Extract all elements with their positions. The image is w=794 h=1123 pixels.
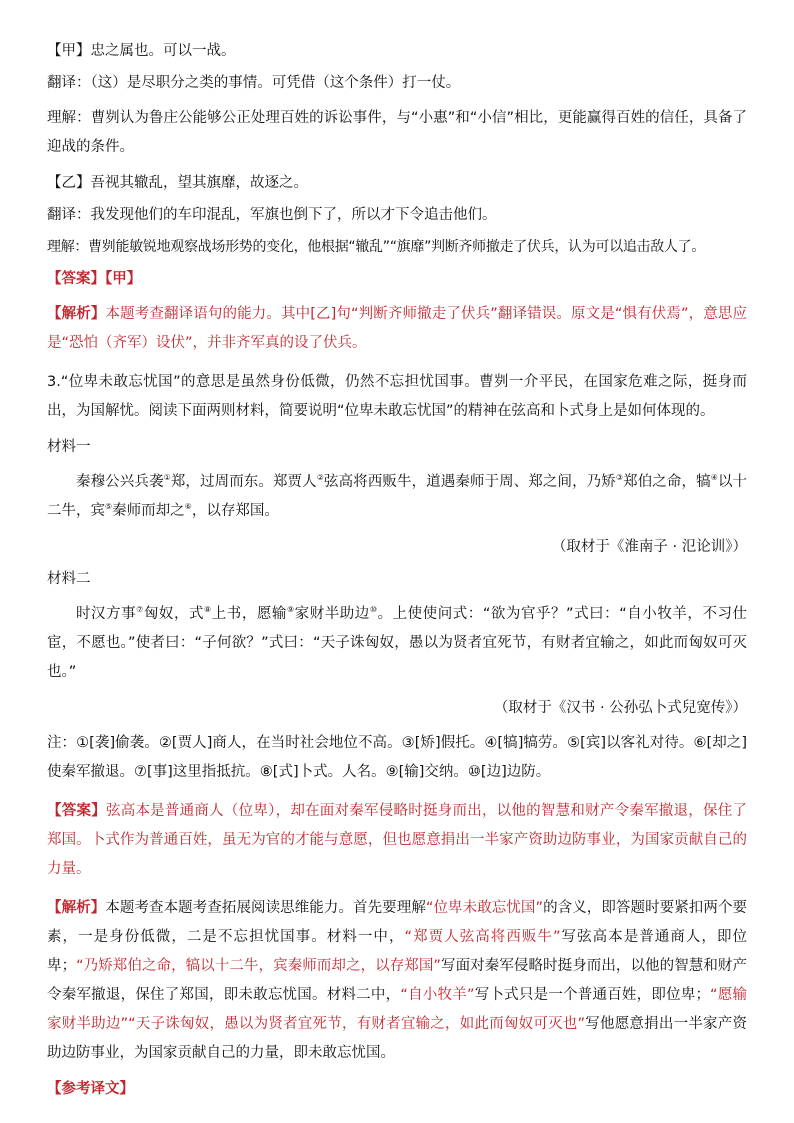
annotation-notes: 注：①[袭]偷袭。②[贾人]商人，在当时社会地位不高。③[矫]假托。④[犒]犒劳。⑤[宾]以客礼对待。⑥[却之]使秦军撤退。⑦[事]这里指抵抗。⑧[式]卜式。人名。⑨[输]交纳。⑩[边]边防。 <box>47 735 747 780</box>
material-text-segment: ，以存郑国。 <box>191 503 279 519</box>
material-text-segment: 。上使使问式：“欲为官乎？”式曰：“自小牧羊，不习仕宦，不愿也。”使者曰：“子何欲？”式曰：“天子诛匈奴，愚以为贤者宜死节，有财者宜输之，如此而匈奴可灭也。” <box>47 606 748 680</box>
document-page <box>47 40 747 1100</box>
material-text-segment: 时汉方事 <box>76 606 137 622</box>
material-1-title: 材料一 <box>47 439 91 455</box>
material-text-segment: 郑伯之命，犒 <box>623 474 711 490</box>
answer-text: 【甲】 <box>105 271 142 287</box>
yi-text: 吾视其辙乱，望其旗靡，故逐之。 <box>90 175 308 191</box>
understanding-text: 曹刿能敏锐地观察战场形势的变化，他根据“辙乱”“旗靡”判断齐师撤走了伏兵，认为可以追击敌人了。 <box>88 239 706 255</box>
q2-answer <box>47 268 747 290</box>
jia-understanding <box>47 104 747 162</box>
note-marker: ⑤ <box>105 502 113 512</box>
analysis-text: 本题考查翻译语句的能力。其中[乙]句“判断齐师撤走了伏兵”翻译错误。原文是“惧有伏焉”，意思应是“恐怕（齐军）设伏”，并非齐军真的设了伏兵。 <box>47 306 748 351</box>
material-text-segment: 以十二牛，宾 <box>47 474 748 519</box>
q3-question: 3.“位卑未敢忘忧国”的意思是虽然身份低微，仍然不忘担忧国事。曹刿一介平民，在国家危难之际，挺身而出，为国解忧。阅读下面两则材料，简要说明“位卑未敢忘忧国”的精神在弦高和卜式身上是如何体现的。 <box>47 374 747 419</box>
reference-translation-label: 【参考译文】 <box>47 1081 134 1097</box>
understanding-label: 理解： <box>47 110 91 126</box>
analysis-quote: “郑贾人弦高将西贩牛” <box>404 929 561 945</box>
note-marker: ⑩ <box>369 605 378 615</box>
translation-label: 翻译： <box>47 75 91 91</box>
q3-analysis <box>47 894 747 1068</box>
understanding-text: 曹刿认为鲁庄公能够公正处理百姓的诉讼事件，与“小惠”和“小信”相比，更能赢得百姓的信任，具备了迎战的条件。 <box>47 110 748 155</box>
analysis-quote: “乃矫郑伯之命，犒以十二牛，宾秦师而却之，以存郑国” <box>76 958 441 974</box>
yi-translation <box>47 204 747 226</box>
note-marker: ⑨ <box>286 605 295 615</box>
answer-label: 【答案】 <box>47 803 106 819</box>
yi-understanding <box>47 236 747 258</box>
material-text-segment: 秦穆公兴兵袭 <box>76 474 164 490</box>
analysis-text: 写面对秦军侵略时挺身而出，以他的智慧和财产令秦军撤退，保住了郑国，即未敢忘忧国。材料二中， <box>47 958 748 1003</box>
answer-label: 【答案】 <box>47 271 105 287</box>
analysis-quote: “自小牧羊” <box>400 987 475 1003</box>
jia-translation <box>47 72 747 94</box>
material-text-segment: 家财半助边 <box>294 606 370 622</box>
understanding-label: 理解： <box>47 239 89 255</box>
note-marker: ① <box>163 473 171 483</box>
note-marker: ⑧ <box>204 605 212 615</box>
material-2-text <box>47 600 747 687</box>
note-marker: ⑦ <box>136 605 144 615</box>
jia-text: 忠之属也。可以一战。 <box>90 43 236 59</box>
analysis-text: 写卜式只是一个普通百姓，即位卑； <box>474 987 711 1003</box>
analysis-quote: “位卑未敢忘忧国” <box>425 900 543 916</box>
material-2-title: 材料二 <box>47 571 91 587</box>
material-text-segment: 弦高将西贩牛，道遇秦师于周、郑之间，乃矫 <box>324 474 616 490</box>
material-text-segment: 郑，过周而东。郑贾人 <box>170 474 317 490</box>
analysis-label: 【解析】 <box>47 900 106 916</box>
analysis-text: 本题考查本题考查拓展阅读思维能力。首先要理解 <box>105 900 426 916</box>
note-marker: ② <box>316 473 325 483</box>
analysis-label: 【解析】 <box>47 306 106 322</box>
translation-text: 我发现他们的车印混乱，军旗也倒下了，所以才下令追击他们。 <box>90 207 497 223</box>
material-text-segment: 秦师而却之 <box>112 503 185 519</box>
q2-analysis <box>47 300 747 358</box>
analysis-text: 写弦高本是普通商人，即位卑； <box>47 929 748 974</box>
material-1-source: （取材于《淮南子 · 氾论训》） <box>551 539 747 555</box>
analysis-quote: “愿输家财半助边”“天子诛匈奴，愚以为贤者宜死节，有财者宜输之，如此而匈奴可灭也” <box>47 987 748 1032</box>
note-marker: ⑥ <box>184 502 192 512</box>
jia-tag: 【甲】 <box>47 43 91 59</box>
yi-tag: 【乙】 <box>47 175 91 191</box>
material-text-segment: 上书，愿输 <box>211 606 287 622</box>
jia-sentence <box>47 40 747 62</box>
yi-sentence <box>47 172 747 194</box>
material-2-source: （取材于《汉书 · 公孙弘卜式兒宽传》） <box>493 700 747 716</box>
q3-answer <box>47 797 747 884</box>
analysis-text: 的含义，即答题时要紧扣两个要素，一是身份低微，二是不忘担忧国事。材料一中， <box>47 900 748 945</box>
translation-label: 翻译： <box>47 207 91 223</box>
note-marker: ④ <box>710 473 718 483</box>
material-1-text <box>47 468 747 526</box>
material-text-segment: 匈奴，式 <box>143 606 205 622</box>
analysis-text: 写他愿意捐出一半家产资助边防事业，为国家贡献自己的力量，即未敢忘忧国。 <box>47 1016 747 1061</box>
note-marker: ③ <box>615 473 624 483</box>
answer-text: 弦高本是普通商人（位卑），却在面对秦军侵略时挺身而出，以他的智慧和财产令秦军撤退，保住了郑国。卜式作为普通百姓，虽无为官的才能与意愿，但也愿意捐出一半家产资助边防事业，为国家贡献自己的力量。 <box>47 803 748 877</box>
translation-text: （这）是尽职分之类的事情。可凭借（这个条件）打一仗。 <box>90 75 461 91</box>
